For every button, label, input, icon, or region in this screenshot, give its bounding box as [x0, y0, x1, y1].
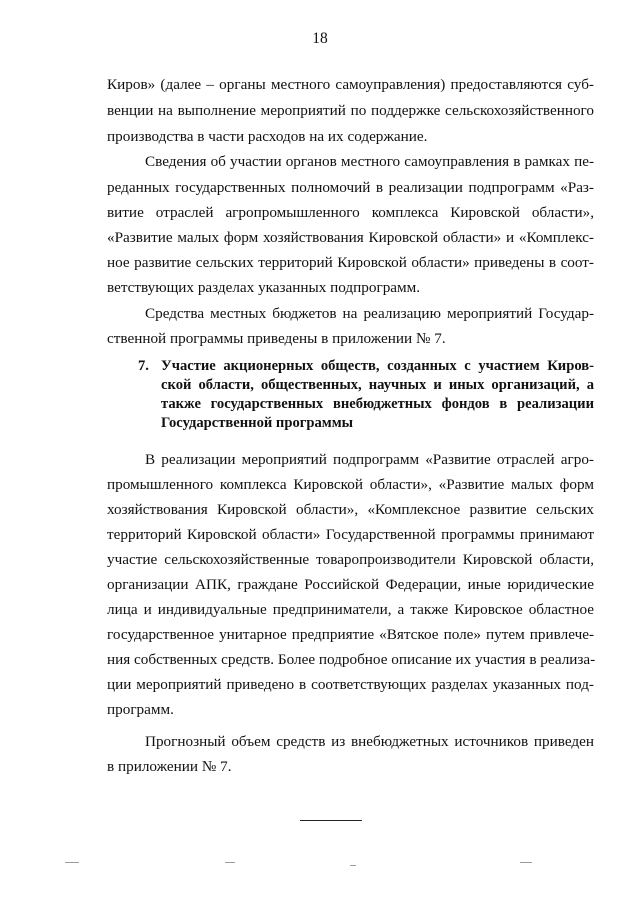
section-title-line: также государственных внебюджетных фондов в реализации	[161, 396, 594, 412]
paragraph-line: организации АПК, граждане Российской Федерации, иные юридические	[107, 576, 594, 593]
paragraph-line: в приложении № 7.	[107, 758, 232, 775]
paragraph-line: участие сельскохозяйственные товаропроизводители Кировской области,	[107, 551, 594, 568]
paragraph-line: Средства местных бюджетов на реализацию мероприятий Государ-	[145, 305, 594, 322]
end-of-text-rule	[300, 820, 362, 821]
paragraph-line: «Развитие малых форм хозяйствования Кировской области» и «Комплекс-	[107, 229, 594, 246]
paragraph-line: ное развитие сельских территорий Кировской области» приведены в соот-	[107, 254, 594, 271]
paragraph-line: производства в части расходов на их содержание.	[107, 128, 428, 145]
paragraph-line: Сведения об участии органов местного самоуправления в рамках пе-	[145, 153, 594, 170]
paragraph-line: ветствующих разделах указанных подпрограмм.	[107, 279, 421, 296]
paragraph-line: ственной программы приведены в приложении № 7.	[107, 330, 446, 347]
paragraph-line: реданных государственных полномочий в реализации подпрограмм «Раз-	[107, 179, 594, 196]
paragraph-line: венции на выполнение мероприятий по поддержке сельскохозяйственного	[107, 102, 594, 119]
paragraph-line: промышленного комплекса Кировской области», «Развитие малых форм	[107, 476, 594, 493]
paragraph-line: хозяйствования Кировской области», «Комплексное развитие сельских	[107, 501, 594, 518]
scan-speck	[520, 862, 532, 863]
scan-speck	[65, 862, 79, 863]
paragraph-line: лица и индивидуальные предприниматели, а также Кировское областное	[107, 601, 594, 618]
paragraph-line: Киров» (далее – органы местного самоуправления) предоставляются суб-	[107, 76, 594, 93]
section-title-line: ской области, общественных, научных и иных организаций, а	[161, 377, 594, 393]
section-number: 7.	[138, 358, 149, 374]
scan-speck	[225, 862, 235, 863]
paragraph-line: Прогнозный объем средств из внебюджетных источников приведен	[145, 733, 594, 750]
paragraph-line: государственное унитарное предприятие «Вятское поле» путем привлече-	[107, 626, 594, 643]
paragraph-line: территорий Кировской области» Государственной программы принимают	[107, 526, 594, 543]
paragraph-line: программ.	[107, 701, 174, 718]
scan-speck	[350, 865, 356, 866]
paragraph-line: ции мероприятий приведено в соответствующих разделах указанных под-	[107, 676, 594, 693]
section-title-line: Государственной программы	[161, 415, 354, 431]
section-title-line: Участие акционерных обществ, созданных с участием Киров-	[161, 358, 594, 374]
paragraph-line: витие отраслей агропромышленного комплекса Кировской области»,	[107, 204, 594, 221]
page-number: 18	[312, 30, 328, 47]
paragraph-line: В реализации мероприятий подпрограмм «Развитие отраслей агро-	[145, 451, 594, 468]
paragraph-line: ния собственных средств. Более подробное описание их участия в реализа-	[107, 651, 596, 668]
